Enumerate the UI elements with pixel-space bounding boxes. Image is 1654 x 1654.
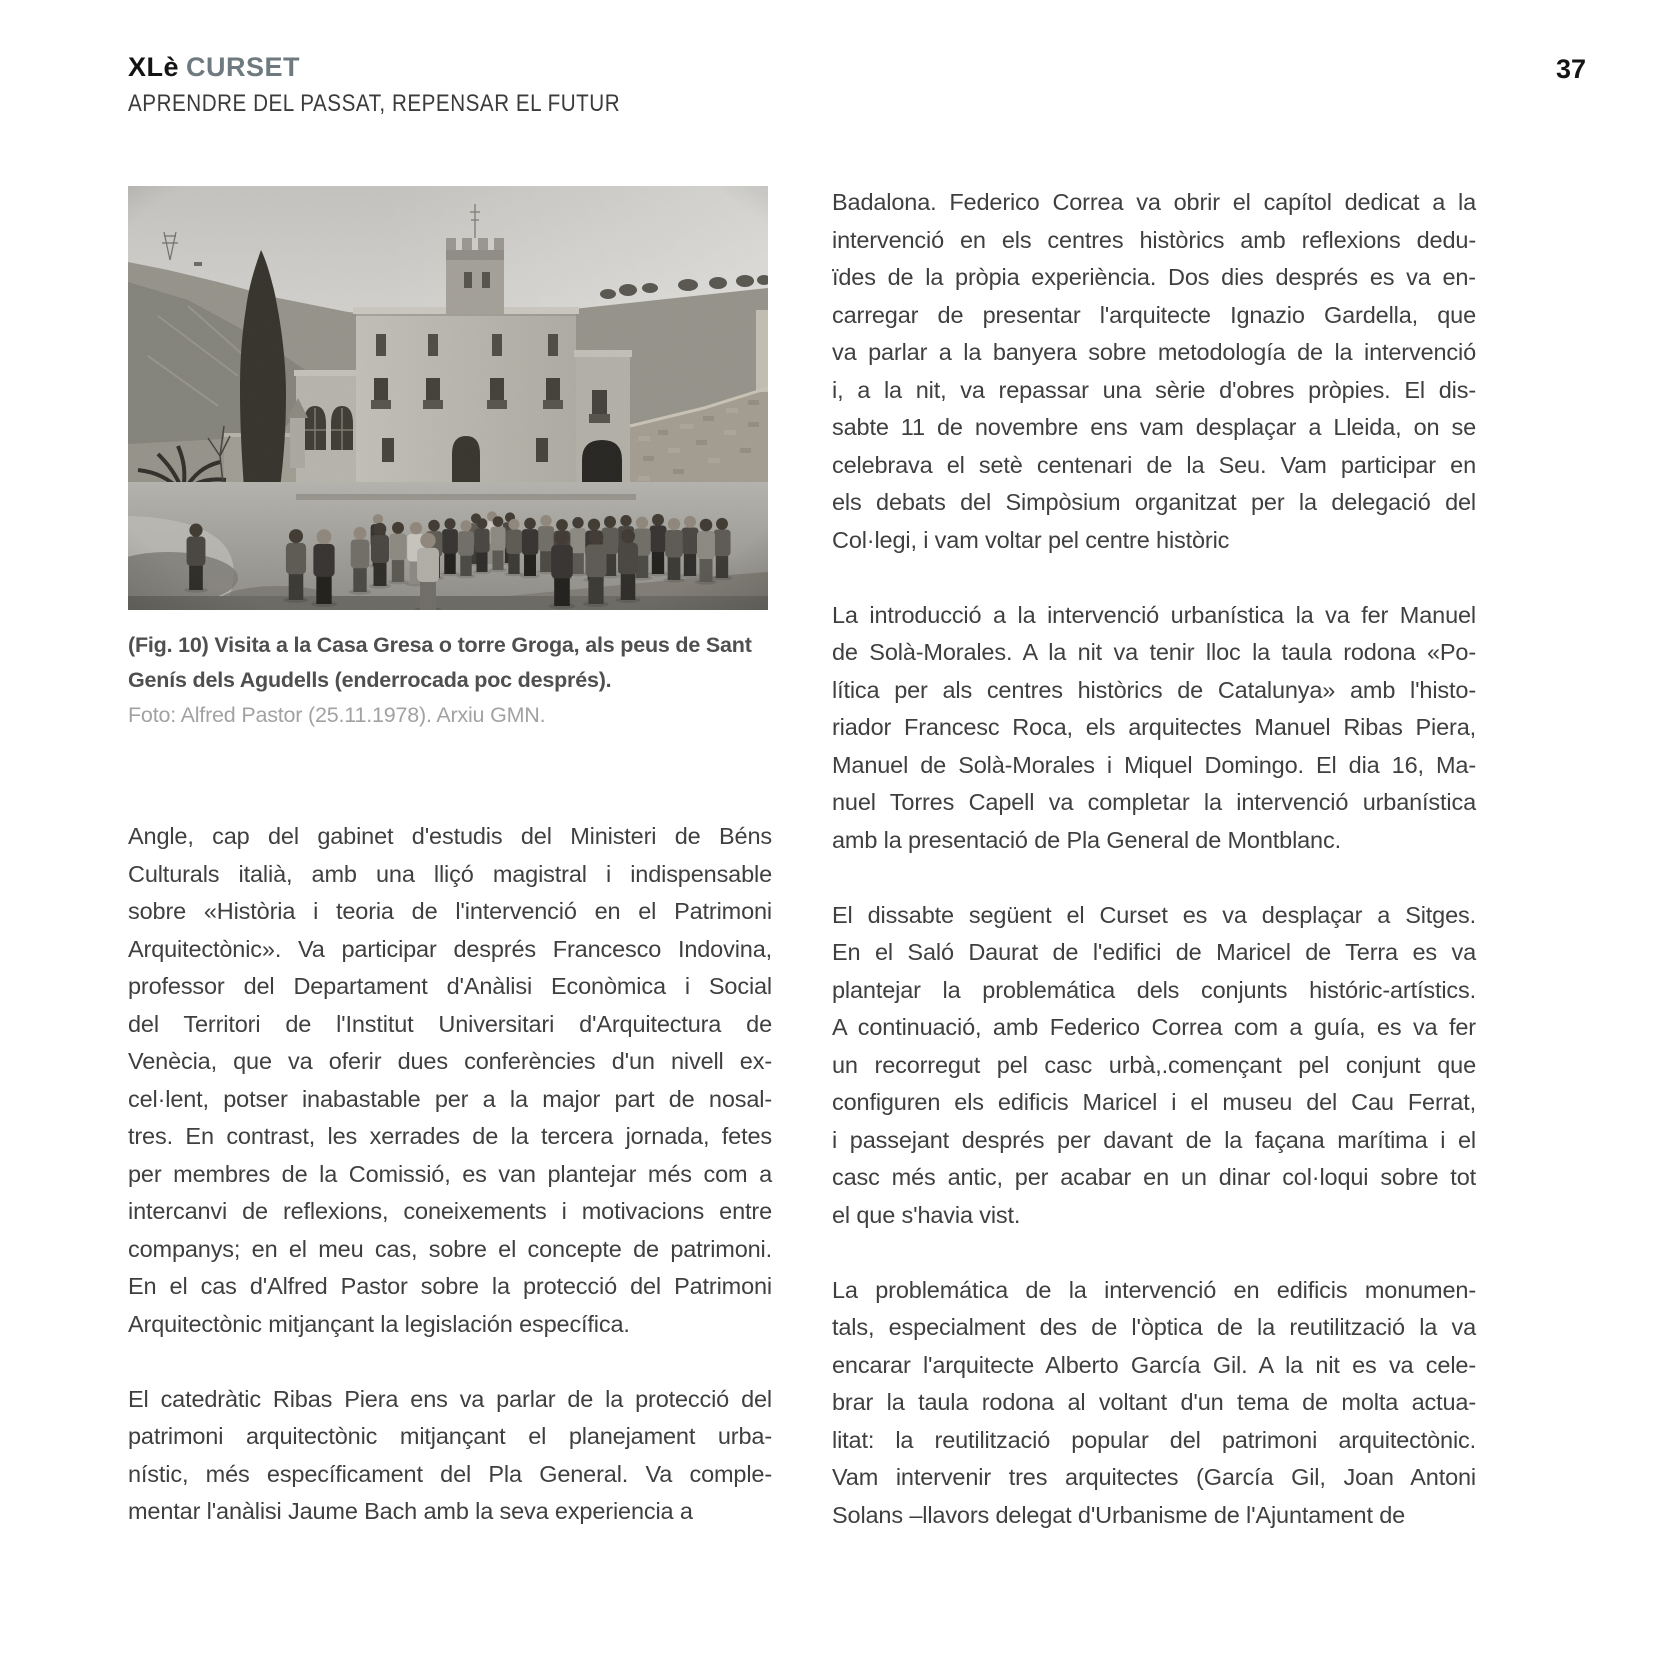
text-line: Badalona. Federico Correa va obrir el capítol dedicat a la [832, 189, 1476, 215]
course-label: CURSET [186, 52, 301, 82]
text-line: mentar l'anàlisi Jaume Bach amb la seva experiencia a [128, 1498, 693, 1524]
text-line: riador Francesc Roca, els arquitectes Manuel Ribas Piera, [832, 714, 1476, 740]
text-line: Arquitectònic». Va participar després Francesco Indovina, [128, 935, 772, 962]
text-line: encarar l'arquitecte Alberto García Gil. A la nit es va cele- [832, 1351, 1476, 1378]
page-header [128, 52, 700, 118]
text-line: configuren els edificis Maricel i el museu del Cau Ferrat, [832, 1089, 1476, 1115]
text-line: En el Saló Daurat de l'edifici de Maricel de Terra es va [832, 939, 1476, 965]
paragraph [832, 597, 1476, 860]
text-line: Vam intervenir tres arquitectes (García Gil, Joan Antoni [832, 1464, 1476, 1490]
text-line: patrimoni arquitectònic mitjançant el planejament urba- [128, 1423, 772, 1449]
paragraph [128, 818, 772, 1343]
text-line: celebrava el setè centenari de la Seu. Vam participar en [832, 451, 1476, 478]
text-line: brar la taula rodona al voltant d'un tema de molta actua- [832, 1389, 1476, 1415]
text-line: de Solà-Morales. A la nit va tenir lloc la taula rodona «Po- [832, 639, 1476, 665]
page-subtitle: APRENDRE DEL PASSAT, REPENSAR EL FUTUR [128, 90, 621, 117]
header-title [128, 52, 700, 83]
text-line: El catedràtic Ribas Piera ens va parlar de la protecció del [128, 1385, 772, 1412]
text-line: els debats del Simpòsium organitzat per la delegació del [832, 489, 1476, 515]
photo-illustration [128, 186, 768, 610]
text-line: Col·legi, i vam voltar pel centre històric [832, 526, 1230, 553]
text-line: tres. En contrast, les xerrades de la tercera jornada, fetes [128, 1123, 772, 1149]
text-line: Culturals italià, amb una lliçó magistral i indispensable [128, 860, 772, 887]
text-line: Arquitectònic mitjançant la legislación específica. [128, 1310, 630, 1337]
text-line: del Territori de l'Institut Universitari d'Arquitectura de [128, 1010, 772, 1037]
text-line: cel·lent, potser inabastable per a la major part de nosal- [128, 1085, 772, 1112]
text-line: Venècia, que va oferir dues conferències d'un nivell ex- [128, 1048, 772, 1074]
text-line: Solans –llavors delegat d'Urbanisme de l'Ajuntament de [832, 1501, 1406, 1528]
text-line: el que s'havia vist. [832, 1201, 1021, 1228]
text-line: ïdes de la pròpia experiència. Dos dies després es va en- [832, 264, 1476, 290]
caption-line: (Fig. 10) Visita a la Casa Gresa o torre Groga, als peus de Sant [128, 633, 752, 657]
text-line: lítica per als centres històrics de Catalunya» amb l'histo- [832, 676, 1476, 703]
text-line: un recorregut pel casc urbà,.començant pel conjunt que [832, 1051, 1476, 1078]
text-line: nístic, més específicament del Pla General. Va comple- [128, 1460, 772, 1487]
text-line: intercanvi de reflexions, coneixements i motivacions entre [128, 1198, 772, 1224]
text-line: per membres de la Comissió, es van plantejar més com a [128, 1160, 772, 1187]
text-line: nuel Torres Capell va completar la intervenció urbanística [832, 789, 1476, 815]
caption-line: Genís dels Agudells (enderrocada poc després). [128, 668, 612, 692]
right-column [832, 184, 1476, 1572]
text-line: En el cas d'Alfred Pastor sobre la protecció del Patrimoni [128, 1273, 772, 1299]
left-column [128, 818, 772, 1568]
text-line: companys; en el meu cas, sobre el concepte de patrimoni. [128, 1235, 772, 1262]
text-line: professor del Departament d'Anàlisi Econòmica i Social [128, 973, 772, 999]
text-line: sobre «Història i teoria de l'intervenció en el Patrimoni [128, 898, 772, 924]
caption-credit: Foto: Alfred Pastor (25.11.1978). Arxiu GMN. [128, 703, 546, 727]
text-line: carregar de presentar l'arquitecte Ignazio Gardella, que [832, 301, 1476, 328]
text-line: tals, especialment des de l'òptica de la reutilització la va [832, 1314, 1476, 1340]
figure-photo [128, 186, 768, 610]
text-line: La introducció a la intervenció urbanística la va fer Manuel [832, 601, 1476, 628]
text-line: La problemática de la intervenció en edificis monumen- [832, 1276, 1476, 1303]
paragraph [128, 1381, 772, 1531]
paragraph [832, 184, 1476, 559]
text-line: litat: la reutilització popular del patrimoni arquitectònic. [832, 1426, 1476, 1453]
text-line: Angle, cap del gabinet d'estudis del Ministeri de Béns [128, 823, 772, 849]
text-line: i passejant després per davant de la façana marítima i el [832, 1126, 1476, 1153]
text-line: Manuel de Solà-Morales i Miquel Domingo. El dia 16, Ma- [832, 751, 1476, 778]
text-line: casc més antic, per acabar en un dinar col·loqui sobre tot [832, 1164, 1476, 1190]
text-line: A continuació, amb Federico Correa com a guía, es va fer [832, 1014, 1476, 1040]
course-number: XLè [128, 52, 180, 82]
text-line: amb la presentació de Pla General de Montblanc. [832, 826, 1341, 853]
text-line: El dissabte següent el Curset es va desplaçar a Sitges. [832, 901, 1476, 928]
paragraph [832, 897, 1476, 1235]
text-line: plantejar la problemática dels conjunts históric-artístics. [832, 976, 1476, 1003]
page-number: 37 [1556, 54, 1587, 84]
text-line: i, a la nit, va repassar una sèrie d'obres pròpies. El dis- [832, 376, 1476, 403]
paragraph [832, 1272, 1476, 1535]
text-line: sabte 11 de novembre ens vam desplaçar a Lleida, on se [832, 414, 1476, 440]
figure-caption [128, 628, 778, 733]
text-line: intervenció en els centres històrics amb reflexions dedu- [832, 226, 1476, 253]
text-line: va parlar a la banyera sobre metodología de la intervenció [832, 339, 1476, 365]
